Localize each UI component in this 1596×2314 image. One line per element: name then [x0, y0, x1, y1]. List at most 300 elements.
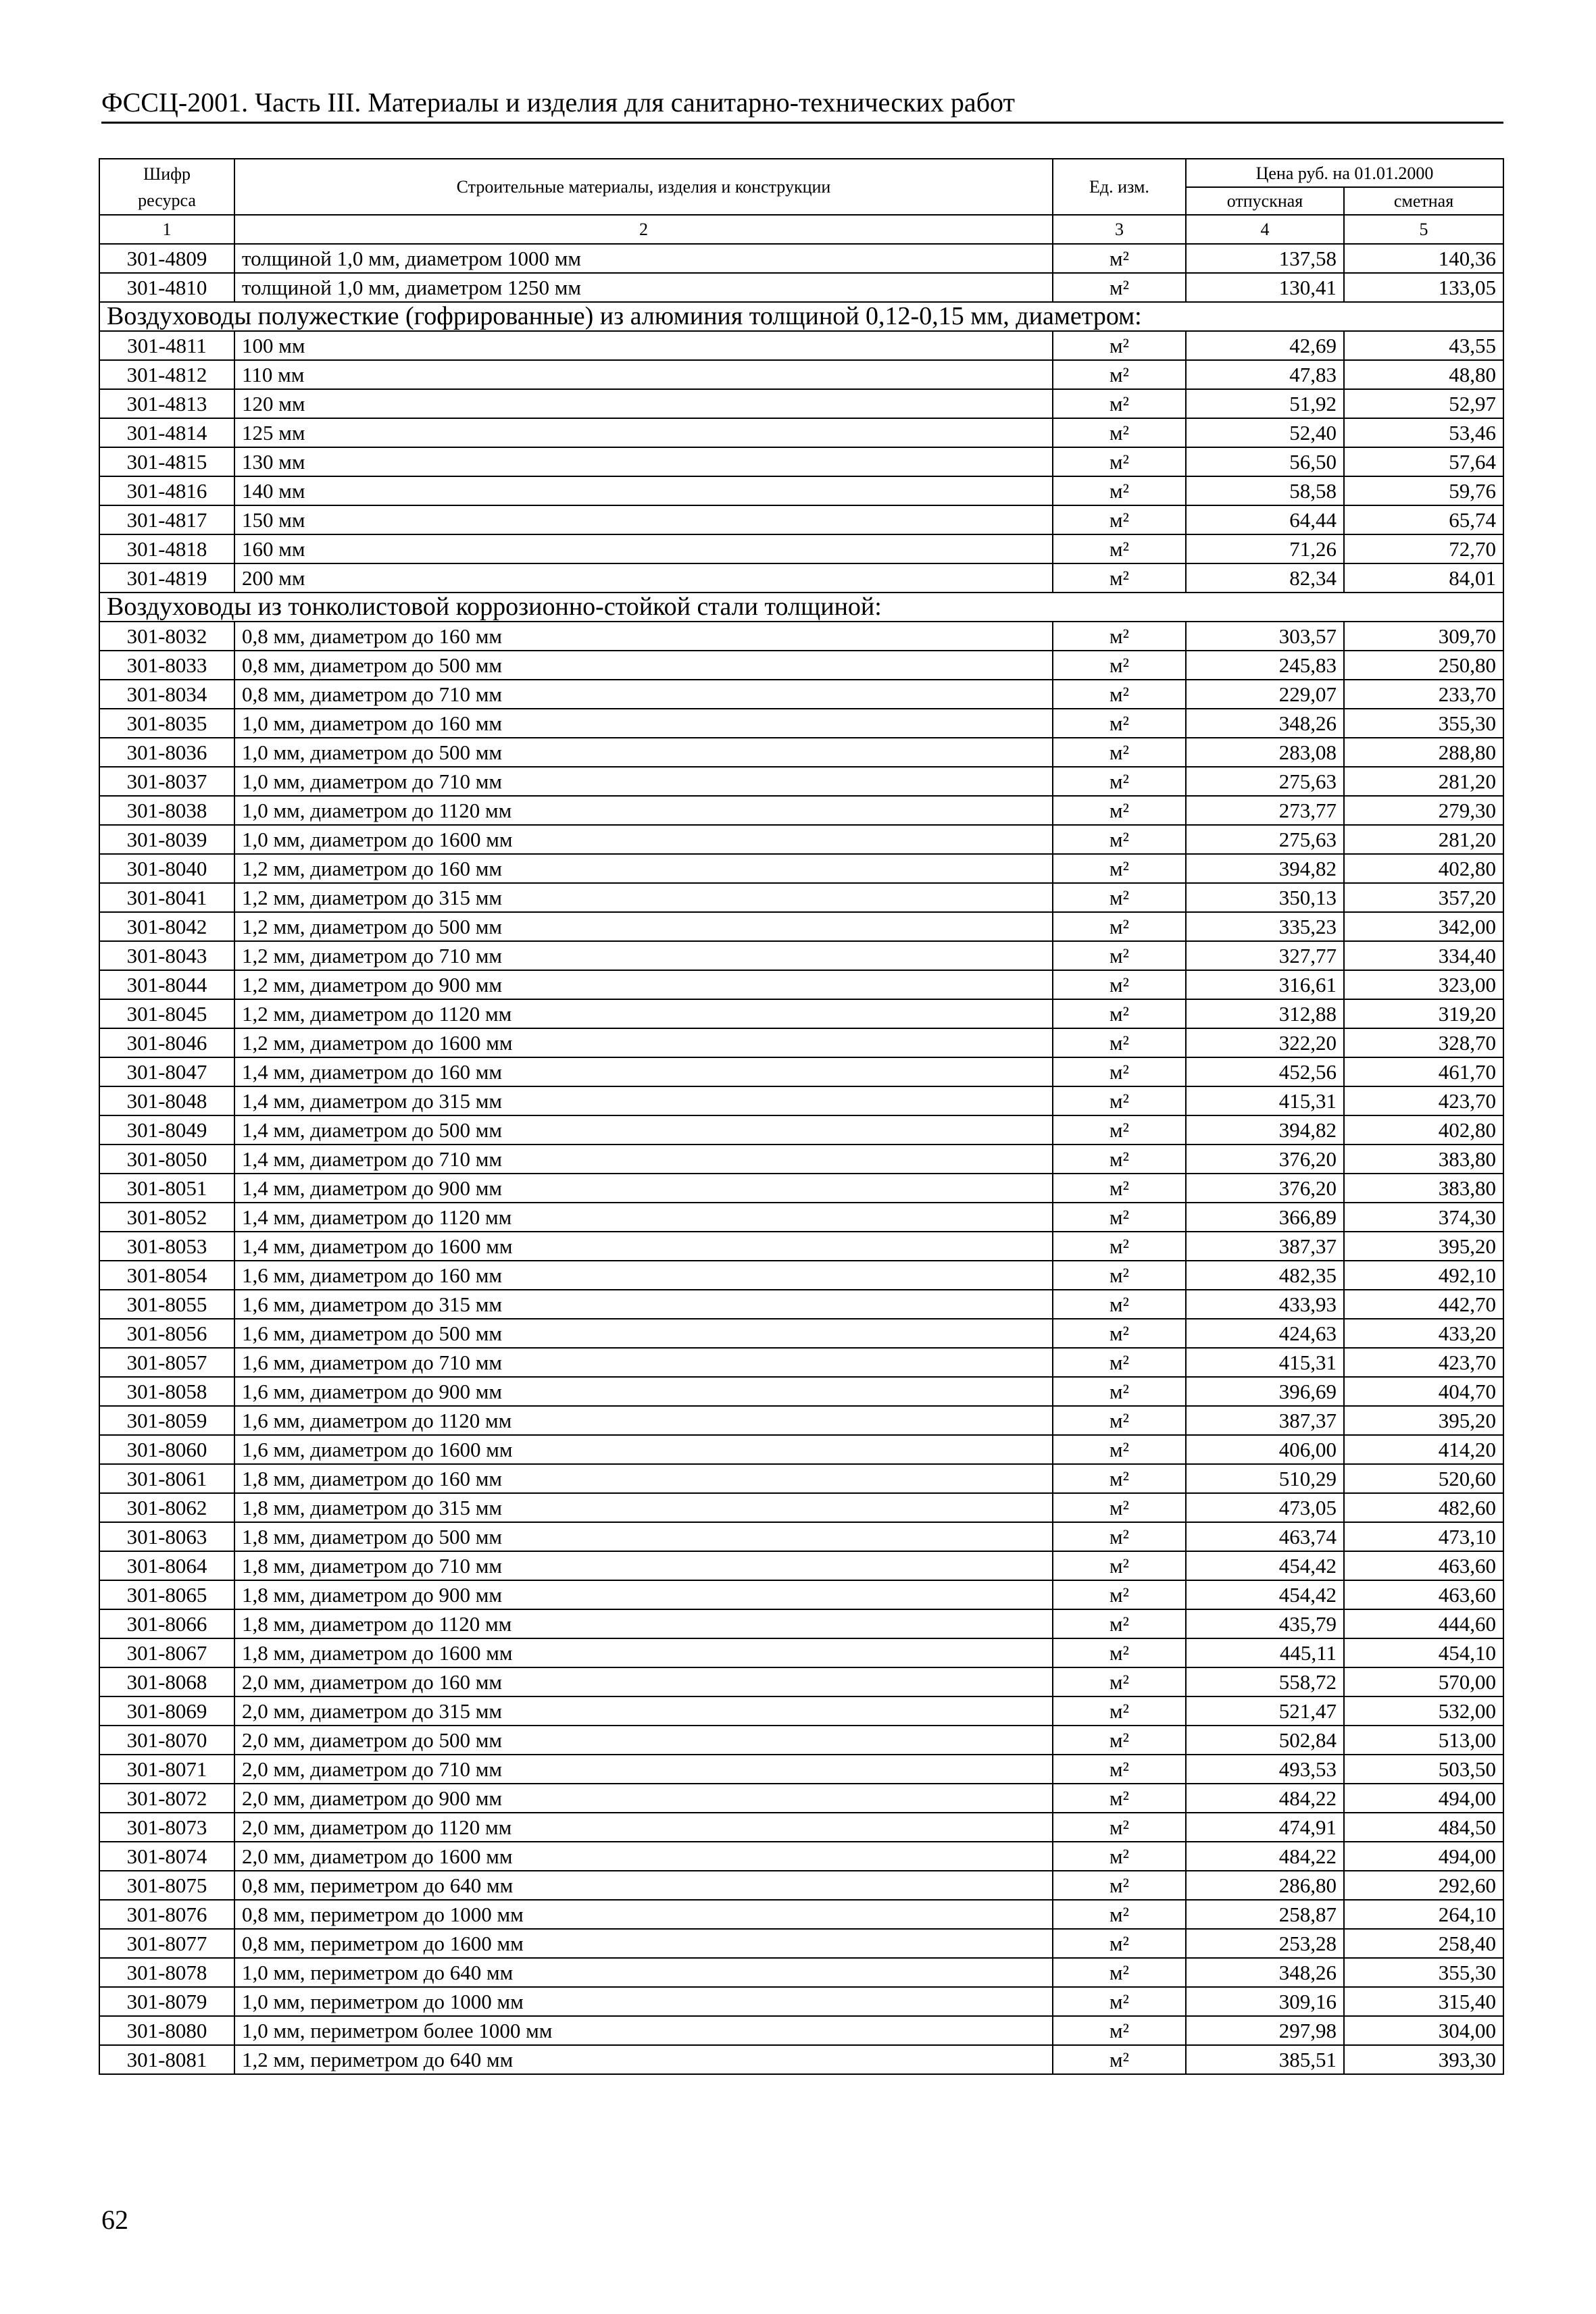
table-row	[99, 970, 1503, 999]
estimate-price: 494,00	[1344, 1842, 1503, 1871]
unit-cell: м²	[1053, 563, 1186, 593]
estimate-price: 444,60	[1344, 1609, 1503, 1638]
resource-code: 301-4813	[99, 389, 234, 418]
unit-cell: м²	[1053, 912, 1186, 941]
resource-code: 301-8073	[99, 1813, 234, 1842]
release-price: 47,83	[1186, 360, 1344, 389]
page-number: 62	[101, 2205, 128, 2235]
unit-cell: м²	[1053, 825, 1186, 854]
table-row	[99, 1929, 1503, 1958]
table-row	[99, 883, 1503, 912]
unit-cell: м²	[1053, 1464, 1186, 1493]
table-row	[99, 912, 1503, 941]
resource-code: 301-8057	[99, 1348, 234, 1377]
table-row	[99, 1696, 1503, 1726]
resource-code: 301-8059	[99, 1406, 234, 1435]
item-name: 1,8 мм, диаметром до 160 мм	[234, 1464, 1053, 1493]
col-code-header: Шифр ресурса	[99, 159, 234, 215]
release-price: 484,22	[1186, 1784, 1344, 1813]
estimate-price: 395,20	[1344, 1232, 1503, 1261]
item-name: 2,0 мм, диаметром до 500 мм	[234, 1726, 1053, 1755]
page-header: ФССЦ-2001. Часть III. Материалы и изделия для санитарно-технических работ	[101, 86, 1503, 124]
release-price: 473,05	[1186, 1493, 1344, 1522]
unit-cell: м²	[1053, 1871, 1186, 1900]
table-row	[99, 418, 1503, 447]
unit-cell: м²	[1053, 476, 1186, 505]
unit-cell: м²	[1053, 1435, 1186, 1464]
release-price: 474,91	[1186, 1813, 1344, 1842]
resource-code: 301-8060	[99, 1435, 234, 1464]
table-row	[99, 331, 1503, 360]
resource-code: 301-8063	[99, 1522, 234, 1551]
table-row	[99, 1319, 1503, 1348]
table-row	[99, 1726, 1503, 1755]
unit-cell: м²	[1053, 1842, 1186, 1871]
estimate-price: 57,64	[1344, 447, 1503, 476]
table-row	[99, 738, 1503, 767]
resource-code: 301-8075	[99, 1871, 234, 1900]
release-price: 273,77	[1186, 796, 1344, 825]
column-numbers-row	[99, 215, 1503, 244]
release-price: 433,93	[1186, 1290, 1344, 1319]
resource-code: 301-8046	[99, 1028, 234, 1057]
release-price: 229,07	[1186, 680, 1344, 709]
item-name: 1,8 мм, диаметром до 710 мм	[234, 1551, 1053, 1580]
item-name: 1,8 мм, диаметром до 1600 мм	[234, 1638, 1053, 1667]
unit-cell: м²	[1053, 389, 1186, 418]
estimate-price: 423,70	[1344, 1086, 1503, 1115]
release-price: 245,83	[1186, 651, 1344, 680]
unit-cell: м²	[1053, 1377, 1186, 1406]
release-price: 42,69	[1186, 331, 1344, 360]
estimate-price: 315,40	[1344, 1987, 1503, 2016]
unit-cell: м²	[1053, 360, 1186, 389]
estimate-price: 494,00	[1344, 1784, 1503, 1813]
estimate-price: 288,80	[1344, 738, 1503, 767]
unit-cell: м²	[1053, 418, 1186, 447]
estimate-price: 492,10	[1344, 1261, 1503, 1290]
release-price: 387,37	[1186, 1406, 1344, 1435]
table-row	[99, 680, 1503, 709]
estimate-price: 342,00	[1344, 912, 1503, 941]
unit-cell: м²	[1053, 1551, 1186, 1580]
estimate-price: 281,20	[1344, 825, 1503, 854]
resource-code: 301-8040	[99, 854, 234, 883]
unit-cell: м²	[1053, 1145, 1186, 1174]
unit-cell: м²	[1053, 1696, 1186, 1726]
table-row	[99, 2016, 1503, 2045]
release-price: 51,92	[1186, 389, 1344, 418]
item-name: 1,6 мм, диаметром до 900 мм	[234, 1377, 1053, 1406]
item-name: 1,0 мм, периметром до 1000 мм	[234, 1987, 1053, 2016]
estimate-price: 532,00	[1344, 1696, 1503, 1726]
item-name: 1,4 мм, диаметром до 500 мм	[234, 1115, 1053, 1145]
estimate-price: 319,20	[1344, 999, 1503, 1028]
unit-cell: м²	[1053, 1174, 1186, 1203]
unit-cell: м²	[1053, 709, 1186, 738]
table-body	[99, 244, 1503, 2074]
release-price: 322,20	[1186, 1028, 1344, 1057]
resource-code: 301-8065	[99, 1580, 234, 1609]
table-row	[99, 1115, 1503, 1145]
item-name: 1,2 мм, диаметром до 1120 мм	[234, 999, 1053, 1028]
unit-cell: м²	[1053, 1813, 1186, 1842]
unit-cell: м²	[1053, 1493, 1186, 1522]
unit-cell: м²	[1053, 2045, 1186, 2074]
resource-code: 301-8038	[99, 796, 234, 825]
estimate-price: 233,70	[1344, 680, 1503, 709]
unit-cell: м²	[1053, 941, 1186, 970]
table-row	[99, 709, 1503, 738]
unit-cell: м²	[1053, 854, 1186, 883]
estimate-price: 250,80	[1344, 651, 1503, 680]
estimate-price: 402,80	[1344, 854, 1503, 883]
release-price: 275,63	[1186, 825, 1344, 854]
release-price: 502,84	[1186, 1726, 1344, 1755]
table-row	[99, 1145, 1503, 1174]
release-price: 350,13	[1186, 883, 1344, 912]
unit-cell: м²	[1053, 738, 1186, 767]
item-name: 1,0 мм, периметром до 640 мм	[234, 1958, 1053, 1987]
item-name: 2,0 мм, диаметром до 900 мм	[234, 1784, 1053, 1813]
item-name: 0,8 мм, периметром до 640 мм	[234, 1871, 1053, 1900]
resource-code: 301-8066	[99, 1609, 234, 1638]
resource-code: 301-8044	[99, 970, 234, 999]
item-name: 1,0 мм, диаметром до 710 мм	[234, 767, 1053, 796]
item-name: 1,0 мм, диаметром до 160 мм	[234, 709, 1053, 738]
unit-cell: м²	[1053, 796, 1186, 825]
estimate-price: 463,60	[1344, 1580, 1503, 1609]
section-heading: Воздуховоды из тонколистовой коррозионно-стойкой стали толщиной:	[99, 593, 1503, 622]
item-name: 1,0 мм, диаметром до 1120 мм	[234, 796, 1053, 825]
resource-code: 301-8068	[99, 1667, 234, 1696]
item-name: 1,0 мм, периметром более 1000 мм	[234, 2016, 1053, 2045]
estimate-price: 482,60	[1344, 1493, 1503, 1522]
table-row	[99, 1842, 1503, 1871]
resource-code: 301-8078	[99, 1958, 234, 1987]
release-price: 558,72	[1186, 1667, 1344, 1696]
estimate-price: 258,40	[1344, 1929, 1503, 1958]
item-name: 1,8 мм, диаметром до 500 мм	[234, 1522, 1053, 1551]
table-row	[99, 1755, 1503, 1784]
release-price: 484,22	[1186, 1842, 1344, 1871]
unit-cell: м²	[1053, 1115, 1186, 1145]
release-price: 64,44	[1186, 505, 1344, 534]
col-estimate-header: сметная	[1344, 187, 1503, 215]
resource-code: 301-8072	[99, 1784, 234, 1813]
estimate-price: 53,46	[1344, 418, 1503, 447]
unit-cell: м²	[1053, 767, 1186, 796]
release-price: 406,00	[1186, 1435, 1344, 1464]
item-name: 0,8 мм, диаметром до 500 мм	[234, 651, 1053, 680]
unit-cell: м²	[1053, 1290, 1186, 1319]
estimate-price: 355,30	[1344, 1958, 1503, 1987]
estimate-price: 52,97	[1344, 389, 1503, 418]
resource-code: 301-8054	[99, 1261, 234, 1290]
item-name: 1,2 мм, диаметром до 500 мм	[234, 912, 1053, 941]
unit-cell: м²	[1053, 883, 1186, 912]
resource-code: 301-8070	[99, 1726, 234, 1755]
release-price: 394,82	[1186, 1115, 1344, 1145]
unit-cell: м²	[1053, 1784, 1186, 1813]
unit-cell: м²	[1053, 244, 1186, 273]
release-price: 376,20	[1186, 1145, 1344, 1174]
resource-code: 301-8061	[99, 1464, 234, 1493]
item-name: толщиной 1,0 мм, диаметром 1000 мм	[234, 244, 1053, 273]
estimate-price: 383,80	[1344, 1145, 1503, 1174]
release-price: 454,42	[1186, 1580, 1344, 1609]
item-name: 120 мм	[234, 389, 1053, 418]
resource-code: 301-8039	[99, 825, 234, 854]
release-price: 82,34	[1186, 563, 1344, 593]
resource-code: 301-8076	[99, 1900, 234, 1929]
column-number: 4	[1186, 215, 1344, 244]
table-row	[99, 563, 1503, 593]
table-row	[99, 1551, 1503, 1580]
resource-code: 301-4814	[99, 418, 234, 447]
item-name: 1,6 мм, диаметром до 1600 мм	[234, 1435, 1053, 1464]
unit-cell: м²	[1053, 622, 1186, 651]
estimate-price: 43,55	[1344, 331, 1503, 360]
unit-cell: м²	[1053, 273, 1186, 302]
release-price: 348,26	[1186, 1958, 1344, 1987]
release-price: 275,63	[1186, 767, 1344, 796]
unit-cell: м²	[1053, 651, 1186, 680]
resource-code: 301-8047	[99, 1057, 234, 1086]
table-row	[99, 1580, 1503, 1609]
item-name: 1,6 мм, диаметром до 710 мм	[234, 1348, 1053, 1377]
estimate-price: 393,30	[1344, 2045, 1503, 2074]
unit-cell: м²	[1053, 2016, 1186, 2045]
resource-code: 301-8064	[99, 1551, 234, 1580]
table-row	[99, 273, 1503, 302]
table-row	[99, 796, 1503, 825]
item-name: 2,0 мм, диаметром до 710 мм	[234, 1755, 1053, 1784]
estimate-price: 570,00	[1344, 1667, 1503, 1696]
resource-code: 301-8041	[99, 883, 234, 912]
table-row	[99, 360, 1503, 389]
table-row	[99, 389, 1503, 418]
unit-cell: м²	[1053, 1028, 1186, 1057]
resource-code: 301-8055	[99, 1290, 234, 1319]
item-name: 1,6 мм, диаметром до 500 мм	[234, 1319, 1053, 1348]
release-price: 258,87	[1186, 1900, 1344, 1929]
unit-cell: м²	[1053, 1726, 1186, 1755]
release-price: 52,40	[1186, 418, 1344, 447]
resource-code: 301-8037	[99, 767, 234, 796]
item-name: 150 мм	[234, 505, 1053, 534]
resource-code: 301-8067	[99, 1638, 234, 1667]
table-row	[99, 1057, 1503, 1086]
section-heading-row	[99, 302, 1503, 331]
item-name: 0,8 мм, диаметром до 710 мм	[234, 680, 1053, 709]
table-row	[99, 1900, 1503, 1929]
unit-cell: м²	[1053, 505, 1186, 534]
col-release-header: отпускная	[1186, 187, 1344, 215]
table-row	[99, 1813, 1503, 1842]
estimate-price: 383,80	[1344, 1174, 1503, 1203]
resource-code: 301-4818	[99, 534, 234, 563]
estimate-price: 454,10	[1344, 1638, 1503, 1667]
release-price: 385,51	[1186, 2045, 1344, 2074]
unit-cell: м²	[1053, 1900, 1186, 1929]
estimate-price: 133,05	[1344, 273, 1503, 302]
release-price: 286,80	[1186, 1871, 1344, 1900]
release-price: 309,16	[1186, 1987, 1344, 2016]
unit-cell: м²	[1053, 447, 1186, 476]
item-name: 1,4 мм, диаметром до 710 мм	[234, 1145, 1053, 1174]
estimate-price: 503,50	[1344, 1755, 1503, 1784]
unit-cell: м²	[1053, 534, 1186, 563]
item-name: 1,6 мм, диаметром до 315 мм	[234, 1290, 1053, 1319]
table-row	[99, 447, 1503, 476]
resource-code: 301-8062	[99, 1493, 234, 1522]
table-row	[99, 1203, 1503, 1232]
table-row	[99, 1174, 1503, 1203]
table-header	[99, 159, 1503, 244]
col-name-header: Строительные материалы, изделия и конструкции	[234, 159, 1053, 215]
column-number: 5	[1344, 215, 1503, 244]
estimate-price: 264,10	[1344, 1900, 1503, 1929]
release-price: 482,35	[1186, 1261, 1344, 1290]
release-price: 130,41	[1186, 273, 1344, 302]
item-name: 1,2 мм, диаметром до 900 мм	[234, 970, 1053, 999]
estimate-price: 84,01	[1344, 563, 1503, 593]
unit-cell: м²	[1053, 1987, 1186, 2016]
table-row	[99, 1348, 1503, 1377]
col-unit-header: Ед. изм.	[1053, 159, 1186, 215]
release-price: 394,82	[1186, 854, 1344, 883]
item-name: 1,2 мм, диаметром до 710 мм	[234, 941, 1053, 970]
item-name: 1,8 мм, диаметром до 900 мм	[234, 1580, 1053, 1609]
release-price: 415,31	[1186, 1086, 1344, 1115]
unit-cell: м²	[1053, 1755, 1186, 1784]
resource-code: 301-8079	[99, 1987, 234, 2016]
table-row	[99, 1406, 1503, 1435]
unit-cell: м²	[1053, 1522, 1186, 1551]
release-price: 415,31	[1186, 1348, 1344, 1377]
estimate-price: 473,10	[1344, 1522, 1503, 1551]
table-row	[99, 2045, 1503, 2074]
item-name: 1,2 мм, диаметром до 160 мм	[234, 854, 1053, 883]
unit-cell: м²	[1053, 1609, 1186, 1638]
resource-code: 301-8032	[99, 622, 234, 651]
resource-code: 301-4811	[99, 331, 234, 360]
release-price: 376,20	[1186, 1174, 1344, 1203]
estimate-price: 395,20	[1344, 1406, 1503, 1435]
column-number: 1	[99, 215, 234, 244]
resource-code: 301-4817	[99, 505, 234, 534]
resource-code: 301-8069	[99, 1696, 234, 1726]
release-price: 137,58	[1186, 244, 1344, 273]
table-row	[99, 505, 1503, 534]
release-price: 366,89	[1186, 1203, 1344, 1232]
table-row	[99, 854, 1503, 883]
table-row	[99, 651, 1503, 680]
unit-cell: м²	[1053, 1232, 1186, 1261]
resource-code: 301-8074	[99, 1842, 234, 1871]
resource-code: 301-4815	[99, 447, 234, 476]
unit-cell: м²	[1053, 1667, 1186, 1696]
resource-code: 301-8042	[99, 912, 234, 941]
table-row	[99, 1028, 1503, 1057]
release-price: 454,42	[1186, 1551, 1344, 1580]
table-row	[99, 1290, 1503, 1319]
resource-code: 301-8036	[99, 738, 234, 767]
estimate-price: 65,74	[1344, 505, 1503, 534]
item-name: 130 мм	[234, 447, 1053, 476]
unit-cell: м²	[1053, 1638, 1186, 1667]
table-row	[99, 244, 1503, 273]
release-price: 335,23	[1186, 912, 1344, 941]
item-name: 1,0 мм, диаметром до 1600 мм	[234, 825, 1053, 854]
estimate-price: 48,80	[1344, 360, 1503, 389]
release-price: 253,28	[1186, 1929, 1344, 1958]
unit-cell: м²	[1053, 1261, 1186, 1290]
table-row	[99, 1871, 1503, 1900]
estimate-price: 374,30	[1344, 1203, 1503, 1232]
resource-code: 301-8049	[99, 1115, 234, 1145]
table-row	[99, 1784, 1503, 1813]
release-price: 510,29	[1186, 1464, 1344, 1493]
unit-cell: м²	[1053, 1319, 1186, 1348]
unit-cell: м²	[1053, 1958, 1186, 1987]
table-row	[99, 1232, 1503, 1261]
table-row	[99, 534, 1503, 563]
item-name: 1,4 мм, диаметром до 1600 мм	[234, 1232, 1053, 1261]
resource-code: 301-8033	[99, 651, 234, 680]
resource-code: 301-8052	[99, 1203, 234, 1232]
table-row	[99, 1958, 1503, 1987]
table-row	[99, 1261, 1503, 1290]
item-name: 1,8 мм, диаметром до 1120 мм	[234, 1609, 1053, 1638]
item-name: 110 мм	[234, 360, 1053, 389]
release-price: 58,58	[1186, 476, 1344, 505]
unit-cell: м²	[1053, 680, 1186, 709]
table-row	[99, 941, 1503, 970]
estimate-price: 309,70	[1344, 622, 1503, 651]
table-row	[99, 622, 1503, 651]
release-price: 387,37	[1186, 1232, 1344, 1261]
release-price: 445,11	[1186, 1638, 1344, 1667]
unit-cell: м²	[1053, 1580, 1186, 1609]
estimate-price: 513,00	[1344, 1726, 1503, 1755]
release-price: 303,57	[1186, 622, 1344, 651]
table-row	[99, 1377, 1503, 1406]
resource-code: 301-8071	[99, 1755, 234, 1784]
estimate-price: 279,30	[1344, 796, 1503, 825]
resource-code: 301-8034	[99, 680, 234, 709]
release-price: 521,47	[1186, 1696, 1344, 1726]
table-row	[99, 1493, 1503, 1522]
resource-code: 301-8043	[99, 941, 234, 970]
unit-cell: м²	[1053, 331, 1186, 360]
col-price-header: Цена руб. на 01.01.2000	[1186, 159, 1503, 187]
resource-code: 301-8053	[99, 1232, 234, 1261]
table-row	[99, 767, 1503, 796]
table-row	[99, 825, 1503, 854]
estimate-price: 140,36	[1344, 244, 1503, 273]
item-name: 1,4 мм, диаметром до 900 мм	[234, 1174, 1053, 1203]
table-row	[99, 1987, 1503, 2016]
resource-code: 301-8056	[99, 1319, 234, 1348]
estimate-price: 433,20	[1344, 1319, 1503, 1348]
item-name: 1,2 мм, диаметром до 315 мм	[234, 883, 1053, 912]
estimate-price: 414,20	[1344, 1435, 1503, 1464]
item-name: 2,0 мм, диаметром до 1600 мм	[234, 1842, 1053, 1871]
unit-cell: м²	[1053, 970, 1186, 999]
item-name: 0,8 мм, диаметром до 160 мм	[234, 622, 1053, 651]
